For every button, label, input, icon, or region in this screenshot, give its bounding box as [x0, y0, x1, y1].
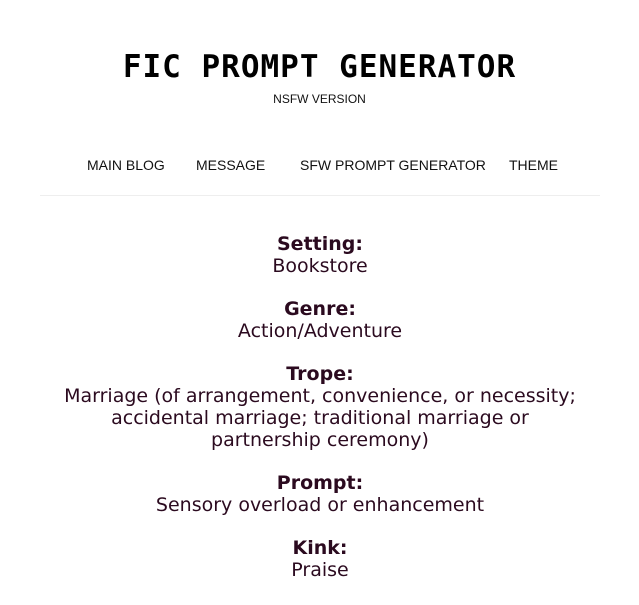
kink-value: Praise [291, 559, 349, 581]
genre-label: Genre: [284, 298, 356, 320]
setting-field [40, 233, 600, 277]
site-header [0, 0, 639, 106]
trope-field [40, 363, 600, 451]
prompt-label: Prompt: [276, 472, 364, 494]
kink-label: Kink: [292, 537, 348, 559]
setting-value: Bookstore [272, 255, 368, 277]
site-title: FIC PROMPT GENERATOR [122, 49, 517, 85]
main-nav [0, 156, 639, 176]
genre-field [40, 298, 600, 342]
trope-label: Trope: [286, 363, 354, 385]
kink-field [40, 537, 600, 581]
nav-main-blog-link[interactable]: MAIN BLOG [87, 157, 165, 173]
nav-sfw-prompt-generator-link[interactable]: SFW PROMPT GENERATOR [300, 157, 486, 173]
prompt-field [40, 472, 600, 516]
prompt-results [40, 233, 600, 602]
site-subtitle: NSFW VERSION [273, 92, 366, 106]
trope-value: Marriage (of arrangement, convenience, or necessity; accidental marriage; traditional marriage or partnership ceremony) [64, 385, 576, 451]
prompt-value: Sensory overload or enhancement [155, 494, 485, 516]
nav-divider [40, 195, 600, 196]
nav-theme-link[interactable]: THEME [509, 157, 558, 173]
genre-value: Action/Adventure [237, 320, 403, 342]
setting-label: Setting: [277, 233, 363, 255]
nav-message-link[interactable]: MESSAGE [196, 157, 266, 173]
